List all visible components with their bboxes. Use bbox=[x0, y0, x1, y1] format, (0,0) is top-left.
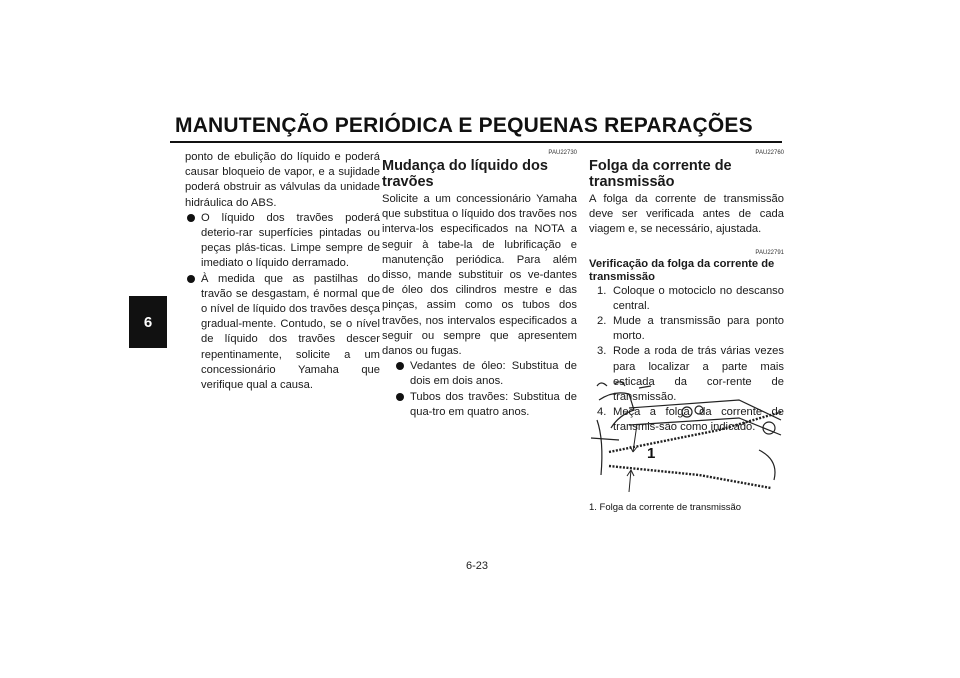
bullet-dot-icon bbox=[396, 393, 404, 401]
subsection-heading: Verificação da folga da corrente de transmissão bbox=[589, 257, 775, 283]
subsection-code: PAU22791 bbox=[755, 249, 784, 256]
page-title: MANUTENÇÃO PERIÓDICA E PEQUENAS REPARAÇÕES bbox=[175, 114, 753, 137]
bullet-text: O líquido dos travões poderá deterio-rar superfícies pintadas ou peças plás-ticas. Limpe sempre de imediato o líquido derramado. bbox=[201, 211, 380, 270]
section-heading: Folga da corrente de transmissão bbox=[589, 158, 732, 190]
step-item: 3. Rode a roda de trás várias vezes para localizar a parte mais esticada da cor-rente de transmissão. bbox=[597, 345, 784, 404]
bullet-text: Tubos dos travões: Substitua de qua-tro em quatro anos. bbox=[410, 390, 577, 418]
bullet-dot-icon bbox=[396, 362, 404, 370]
chapter-tab: 6 bbox=[129, 296, 167, 348]
section-body: Solicite a um concessionário Yamaha que substitua o líquido dos travões nos interva-los especificados na NOTA a seguir à tabe-la de lubrificação e manutenção periódica. Para além disso, mande substituir os ve-dantes de óleo dos cilindros mestre e das pinças, assim como os tubos dos travões, nos intervalos especificados a seguir ou sempre que apresentem danos ou fugas. bbox=[382, 193, 577, 358]
bullet-item bbox=[185, 272, 380, 394]
section-heading: Mudança do líquido dos travões bbox=[382, 158, 548, 190]
title-rule bbox=[170, 141, 782, 143]
bullet-text: À medida que as pastilhas do travão se desgastam, é normal que o nível de líquido dos travões desça gradual-mente. Contudo, se o nível de líquido dos travões descer repentinamente, solicite a um concessionário Yamaha que verifique qual a causa. bbox=[201, 272, 380, 392]
section-code: PAU22760 bbox=[755, 150, 784, 156]
figure-callout-label: 1 bbox=[647, 445, 656, 462]
bullet-text: Vedantes de óleo: Substitua de dois em dois anos. bbox=[410, 360, 577, 388]
step-item: 2. Mude a transmissão para ponto morto. bbox=[597, 315, 784, 343]
step-item: 1. Coloque o motociclo no descanso central. bbox=[597, 284, 784, 312]
bullet-item bbox=[185, 211, 380, 272]
section-code: PAU22730 bbox=[548, 150, 577, 156]
bullet-item bbox=[394, 390, 577, 420]
intro-paragraph: ponto de ebulição do líquido e poderá causar bloqueio de vapor, e a sujidade poderá obstruir as válvulas da unidade hidráulica do ABS. bbox=[185, 151, 380, 209]
column-1 bbox=[185, 150, 380, 393]
bullet-dot-icon bbox=[187, 214, 195, 222]
column-2 bbox=[382, 150, 577, 420]
figure-caption: 1. Folga da corrente de transmissão bbox=[589, 502, 742, 513]
bullet-item bbox=[394, 359, 577, 389]
step-item: 4. Meça a folga da corrente de transmis-são como indicado. bbox=[597, 406, 784, 434]
section-body: A folga da corrente de transmissão deve ser verificada antes de cada viagem e, se necessário, ajustada. bbox=[589, 193, 784, 236]
bullet-dot-icon bbox=[187, 275, 195, 283]
page-number: 6-23 bbox=[466, 560, 489, 572]
chain-slack-illustration bbox=[589, 380, 785, 498]
